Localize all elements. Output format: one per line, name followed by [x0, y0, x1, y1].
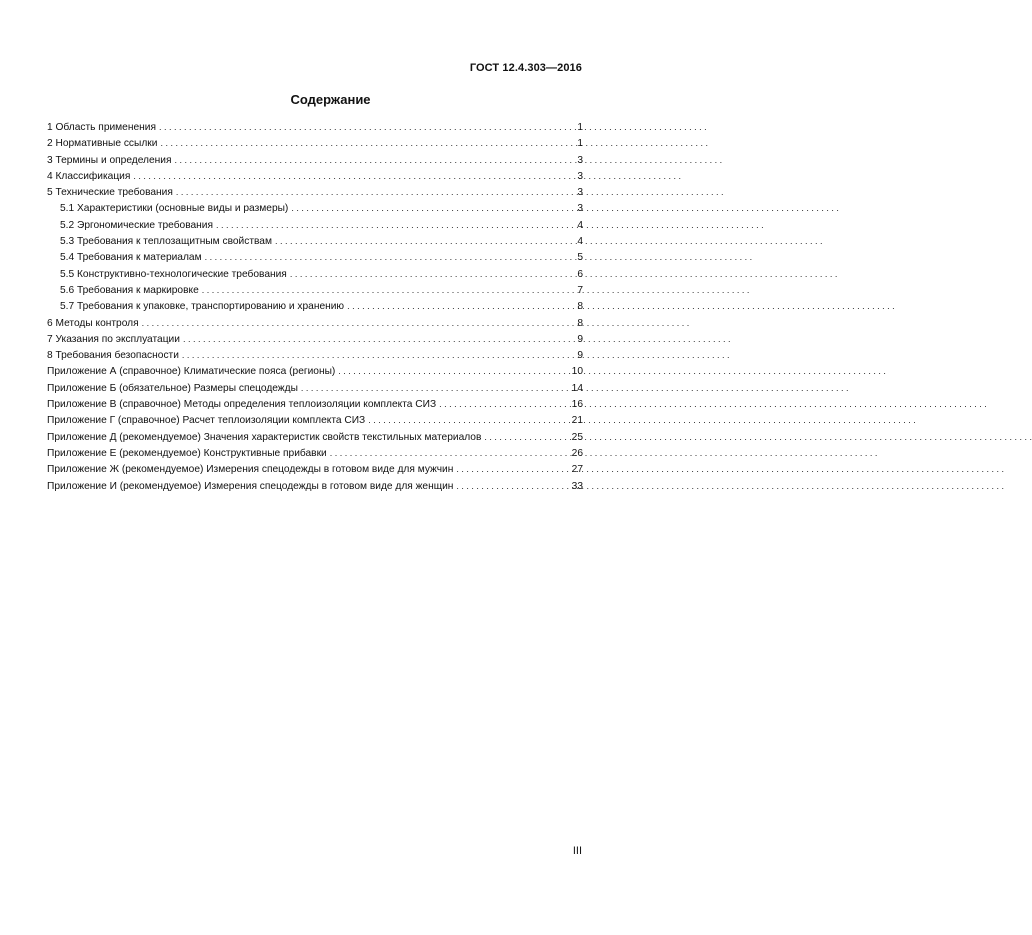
toc-leader-dots [275, 233, 572, 249]
toc-entry[interactable] [47, 331, 583, 347]
toc-entry-page: 14 [571, 382, 583, 394]
toc-entry-page: 8 [577, 301, 583, 313]
toc-leader-dots [182, 347, 572, 363]
toc-subentry[interactable] [47, 200, 583, 216]
toc-entry[interactable] [47, 135, 583, 151]
toc-entry-page: 4 [577, 236, 583, 248]
toc-leader-dots [133, 168, 572, 184]
toc-leader-dots [484, 429, 568, 445]
toc-entry-label: Приложение Б (обязательное) Размеры спецодежды [47, 382, 298, 394]
toc-entry-label: 5.4 Требования к материалам [60, 252, 202, 264]
toc-appendix-entry[interactable] [47, 363, 583, 379]
toc-entry-label: 5.5 Конструктивно-технологические требования [60, 268, 287, 280]
toc-subentry[interactable] [47, 266, 583, 282]
toc-entry-page: 6 [577, 268, 583, 280]
toc-leader-dots [202, 282, 572, 298]
toc-entry-label: 5.3 Требования к теплозащитным свойствам [60, 236, 272, 248]
toc-entry-label: 3 Термины и определения [47, 154, 172, 166]
toc-entry-page: 3 [577, 203, 583, 215]
toc-leader-dots [160, 135, 572, 151]
toc-leader-dots [290, 266, 572, 282]
toc-entry-page: 3 [577, 170, 583, 182]
toc-entry-label: 5.1 Характеристики (основные виды и размеры) [60, 203, 289, 215]
document-header-code: ГОСТ 12.4.303—2016 [469, 62, 582, 74]
toc-entry[interactable] [47, 119, 583, 135]
toc-leader-dots [174, 152, 572, 168]
toc-entry-label: 2 Нормативные ссылки [47, 138, 158, 150]
toc-entry-page: 10 [571, 366, 583, 378]
toc-entry-label: Приложение И (рекомендуемое) Измерения спецодежды в готовом виде для женщин [47, 480, 454, 492]
toc-appendix-entry[interactable] [47, 412, 583, 428]
toc-entry-label: Приложение Д (рекомендуемое) Значения характеристик свойств текстильных материалов [47, 431, 482, 443]
toc-entry[interactable] [47, 184, 583, 200]
toc-leader-dots [456, 461, 568, 477]
toc-entry-page: 1 [577, 122, 583, 133]
toc-appendix-entry[interactable] [47, 429, 583, 445]
toc-leader-dots [291, 200, 572, 216]
toc-leader-dots [176, 184, 572, 200]
toc-entry-page: 21 [571, 415, 583, 427]
toc-entry-label: 5.2 Эргономические требования [60, 219, 214, 231]
toc-entry-page: 1 [577, 138, 583, 150]
toc-entry-label: 5.7 Требования к упаковке, транспортированию и хранению [60, 301, 345, 313]
toc-entry-label: 7 Указания по эксплуатации [47, 333, 180, 345]
toc-entry-label: 1 Область применения [47, 122, 156, 133]
toc-subentry[interactable] [47, 249, 583, 265]
toc-appendix-entry[interactable] [47, 445, 583, 461]
toc-entry-page: 4 [577, 219, 583, 231]
toc-subentry[interactable] [47, 282, 583, 298]
toc-entry[interactable] [47, 152, 583, 168]
toc-entry-page: 8 [577, 317, 583, 329]
toc-title: Содержание [290, 92, 371, 107]
toc-leader-dots [205, 249, 572, 265]
toc-leader-dots [368, 412, 568, 428]
toc-entry[interactable] [47, 315, 583, 331]
toc-entry-label: Приложение А (справочное) Климатические пояса (регионы) [47, 366, 336, 378]
toc-entry-label: Приложение Ж (рекомендуемое) Измерения спецодежды в готовом виде для мужчин [47, 464, 454, 476]
toc-entry-label: Приложение Г (справочное) Расчет теплоизоляции комплекта СИЗ [47, 415, 366, 427]
toc-entry-page: 5 [577, 252, 583, 264]
toc-entry[interactable] [47, 347, 583, 363]
toc-appendix-entry[interactable] [47, 380, 583, 396]
toc-entry-page: 9 [577, 350, 583, 362]
toc-entry-page: 3 [577, 154, 583, 166]
toc-entry-page: 7 [577, 284, 583, 296]
table-of-contents [47, 119, 583, 494]
toc-leader-dots [347, 298, 572, 314]
toc-entry-page: 27 [571, 464, 583, 476]
toc-entry-label: 8 Требования безопасности [47, 350, 179, 362]
toc-entry-page: 9 [577, 333, 583, 345]
toc-entry-page: 33 [571, 480, 583, 492]
toc-entry-label: Приложение Е (рекомендуемое) Конструктивные прибавки [47, 447, 327, 459]
toc-entry-page: 26 [571, 447, 583, 459]
toc-subentry[interactable] [47, 233, 583, 249]
toc-entry-label: 6 Методы контроля [47, 317, 139, 329]
toc-subentry[interactable] [47, 217, 583, 233]
toc-leader-dots [301, 380, 569, 396]
toc-entry-page: 3 [577, 187, 583, 199]
toc-leader-dots [338, 363, 568, 379]
toc-subentry[interactable] [47, 298, 583, 314]
toc-leader-dots [159, 119, 572, 135]
toc-leader-dots [216, 217, 572, 233]
toc-leader-dots [439, 396, 569, 412]
toc-leader-dots [330, 445, 569, 461]
toc-entry-page: 16 [571, 399, 583, 411]
toc-appendix-entry[interactable] [47, 461, 583, 477]
toc-leader-dots [183, 331, 572, 347]
toc-appendix-entry[interactable] [47, 478, 583, 494]
page-number: III [572, 845, 582, 857]
toc-entry-label: 4 Классификация [47, 170, 131, 182]
toc-entry-label: 5 Технические требования [47, 187, 173, 199]
toc-entry-label: Приложение В (справочное) Методы определения теплоизоляции комплекта СИЗ [47, 399, 437, 411]
toc-entry-page: 25 [571, 431, 583, 443]
toc-entry-label: 5.6 Требования к маркировке [60, 284, 199, 296]
toc-leader-dots [456, 478, 568, 494]
toc-entry[interactable] [47, 168, 583, 184]
toc-leader-dots [142, 315, 572, 331]
toc-appendix-entry[interactable] [47, 396, 583, 412]
